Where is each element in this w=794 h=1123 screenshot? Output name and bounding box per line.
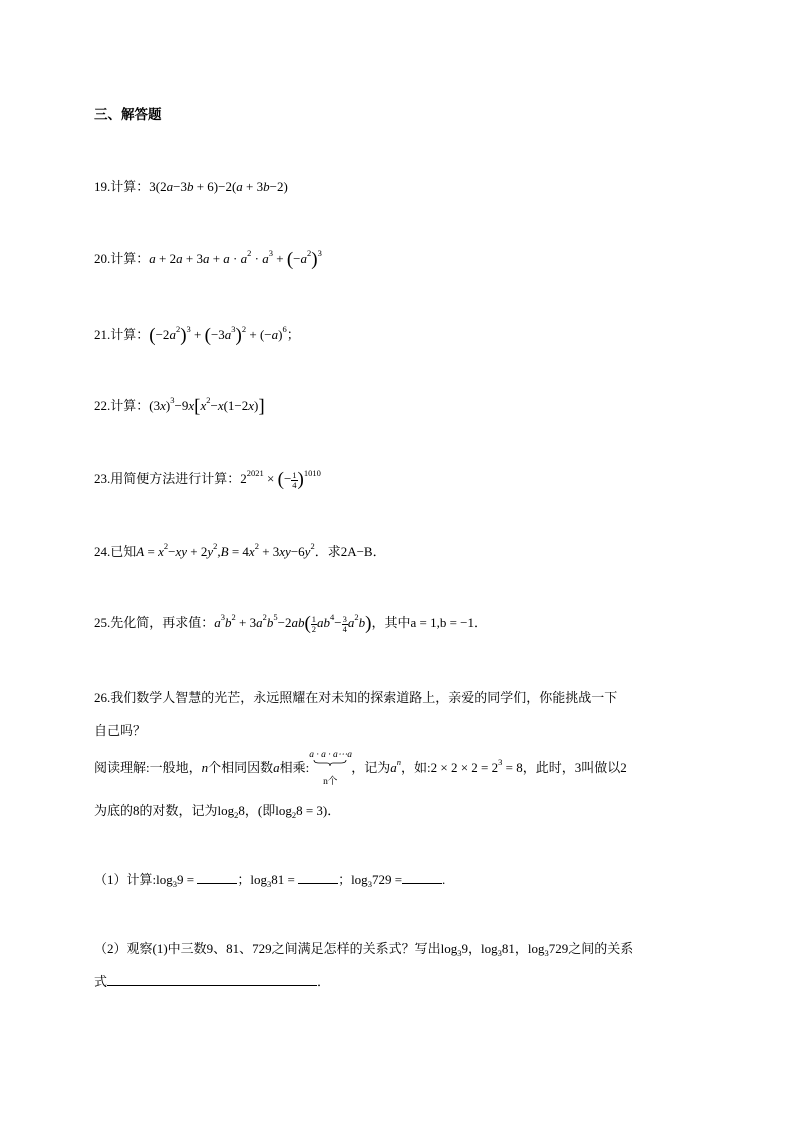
problem-21: 21.计算：$(-2a^2)^3 + (-3a^3)^2 + (-a)^6$； (94, 324, 300, 346)
answer-blank-3[interactable] (402, 883, 442, 884)
underbrace-icon (313, 760, 347, 766)
section-title: 三、解答题 (94, 107, 162, 122)
question-2-line1: （2）观察(1)中三数9、81、729之间满足怎样的关系式？写出$\log_39$，$\log_381$，$\log_3729$之间的关系 (94, 941, 634, 958)
problem-24: 24.已知$A = x^2-xy + 2y^2,B = 4x^2 + 3xy-6y^2$．求2A−B． (94, 541, 386, 559)
problem-26-line1: 26.我们数学人智慧的光芒，永远照耀在对未知的探索道路上，亲爱的同学们，你能挑战一下 (94, 690, 618, 705)
problem-26-line2: 自己吗？ (94, 723, 147, 738)
question-1: （1）计算$:\log_39$ = ；$\log_381$ = ；$\log_3729$ = . (94, 872, 446, 889)
reading-line: 阅读理解:一般地，n个相同因数a相乘: a · a · a⋯a n个 ，记为$a^n$，如:2 × $2 \times 2 = 2^3 = 8$，此时，3叫做以2 (94, 750, 627, 787)
reading-line-4: 为底的8的对数，记为$\log_28$，(即$\log_28 = 3$)． (94, 803, 341, 820)
problem-22: 22.计算：$(3x)^3-9x[x^2-x(1-2x)]$ (94, 395, 265, 417)
answer-blank-2[interactable] (298, 883, 338, 884)
answer-blank-1[interactable] (197, 883, 237, 884)
problem-23: 23.用简便方法进行计算：$2^{2021}$ × (− $\frac{1}{4}$ )$^{1010}$ (94, 468, 321, 490)
question-2-line2: 式 ． (94, 974, 331, 989)
problem-19: 19.计算：3(2a−3b + 6)−2(a + 3b−2) (94, 179, 288, 194)
problem-20: 20.计算：$a + 2a + 3a + a \cdot a^2 \cdot a^3 + (-a^2)^3$ (94, 248, 322, 270)
problem-25: 25.先化简，再求值：$a^3b^2 + 3a^2b^5-2ab$( $\frac{1}{2}$ $ab^4-$ $\frac{3}{4}$ $a^2b$)，其中a = 1,b = −1． (94, 612, 487, 634)
underbrace-product: a · a · a⋯a n个 (309, 750, 353, 787)
answer-blank-4[interactable] (107, 985, 317, 986)
